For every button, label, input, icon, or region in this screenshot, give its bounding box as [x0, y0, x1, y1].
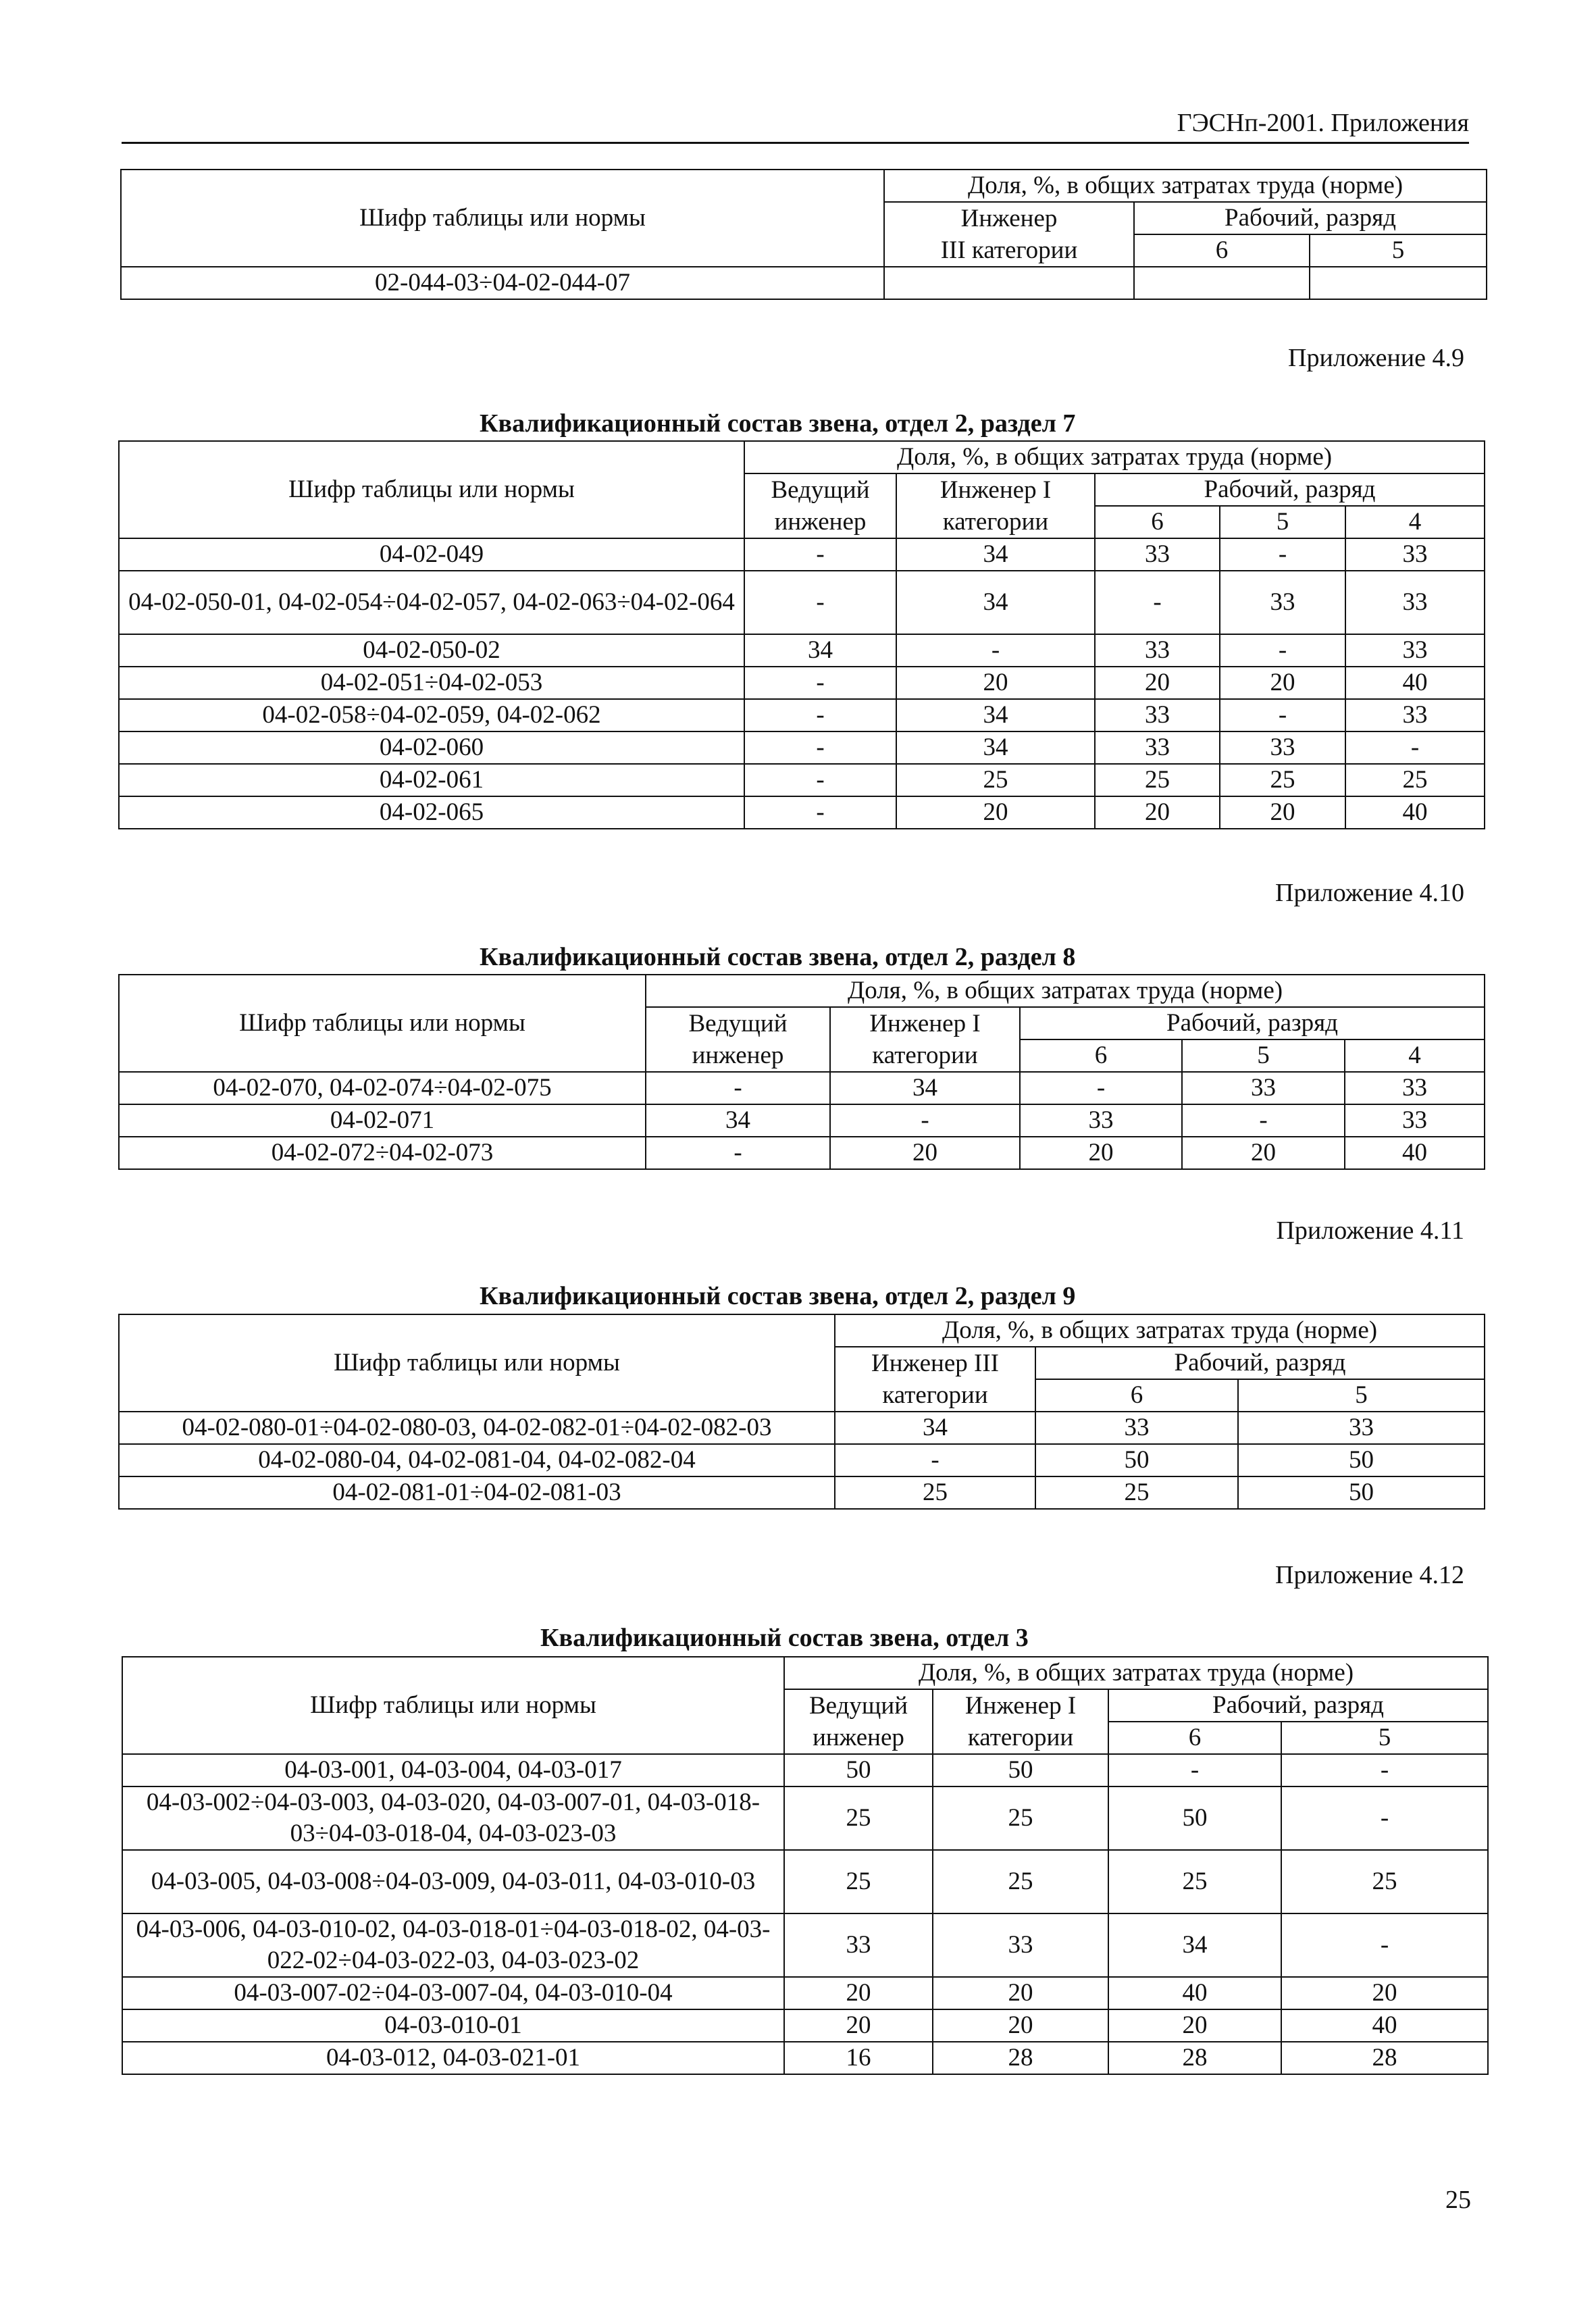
header-engineer-cat: III категории: [884, 234, 1134, 267]
cell-value: 33: [1345, 1072, 1485, 1104]
table-row: [119, 1412, 1485, 1444]
cell-code: 04-02-060: [119, 731, 744, 764]
cell-value: 33: [933, 1913, 1108, 1977]
cell-code: 04-02-049: [119, 538, 744, 571]
cell-value: -: [744, 731, 896, 764]
header-engineer: Инженер: [884, 202, 1134, 234]
cell-value: 25: [1281, 1850, 1488, 1913]
cell-value: 33: [1182, 1072, 1345, 1104]
cell-code: 04-02-072÷04-02-073: [119, 1137, 646, 1169]
header-engineer: Инженер I: [896, 473, 1095, 506]
cell-value: 50: [1108, 1786, 1281, 1850]
cell-value: 25: [784, 1850, 933, 1913]
header-lead-2: инженер: [646, 1039, 830, 1072]
table-row: [122, 1786, 1488, 1850]
table-row: [119, 1104, 1485, 1137]
cell-value: 20: [933, 1977, 1108, 2009]
cell-value: 25: [1220, 764, 1345, 796]
cell-value: 20: [1220, 796, 1345, 829]
appendix-label: Приложение 4.10: [1275, 879, 1464, 907]
cell-value: 33: [1345, 699, 1485, 731]
running-header-text: ГЭСНп-2001. Приложения: [1177, 109, 1469, 137]
table-row: [119, 634, 1485, 667]
cell-value: -: [1345, 731, 1485, 764]
cell-code: 04-03-002÷04-03-003, 04-03-020, 04-03-007-01, 04-03-018-03÷04-03-018-04, 04-03-023-03: [122, 1786, 784, 1850]
cell-value: 33: [1345, 634, 1485, 667]
cell-value: 25: [835, 1476, 1035, 1509]
header-engineer-cat: категории: [933, 1722, 1108, 1754]
cell-value: 33: [784, 1913, 933, 1977]
cell-value: 25: [1345, 764, 1485, 796]
cell-value: 25: [1108, 1850, 1281, 1913]
table-row: [119, 1137, 1485, 1169]
cell-value: 20: [1182, 1137, 1345, 1169]
table-title: Квалификационный состав звена, отдел 2, раздел 7: [480, 409, 1076, 438]
header-engineer-cat: категории: [835, 1379, 1035, 1412]
cell-value: 25: [933, 1850, 1108, 1913]
cell-value: -: [646, 1137, 830, 1169]
cell-value: 20: [1220, 667, 1345, 699]
cell-value: 33: [1345, 538, 1485, 571]
header-grade: 5: [1182, 1039, 1345, 1072]
table-title: Квалификационный состав звена, отдел 3: [540, 1624, 1029, 1652]
cell-value: 25: [1095, 764, 1220, 796]
table-row: [122, 1850, 1488, 1913]
cell-code: 04-03-012, 04-03-021-01: [122, 2042, 784, 2074]
cell-code: 04-02-081-01÷04-02-081-03: [119, 1476, 835, 1509]
table-row: [119, 571, 1485, 634]
table-row: [122, 1913, 1488, 1977]
cell-value: 33: [1238, 1412, 1485, 1444]
header-lead: Ведущий: [744, 473, 896, 506]
cell-value: [1310, 267, 1487, 299]
header-grade: 6: [1134, 234, 1310, 267]
header-worker: Рабочий, разряд: [1035, 1347, 1485, 1379]
cell-code: 04-02-050-02: [119, 634, 744, 667]
table-continuation: [120, 169, 1487, 300]
cell-value: 33: [1345, 1104, 1485, 1137]
header-share: Доля, %, в общих затратах труда (норме): [835, 1314, 1485, 1347]
cell-value: 40: [1345, 667, 1485, 699]
cell-value: 50: [784, 1754, 933, 1786]
running-header: [122, 108, 1469, 144]
cell-value: 25: [933, 1786, 1108, 1850]
header-engineer-cat: категории: [896, 506, 1095, 538]
cell-value: -: [1281, 1786, 1488, 1850]
table-row: [119, 1444, 1485, 1476]
header-lead-2: инженер: [744, 506, 896, 538]
cell-value: 33: [1220, 731, 1345, 764]
cell-value: 20: [933, 2009, 1108, 2042]
header-grade: 6: [1020, 1039, 1182, 1072]
header-share: Доля, %, в общих затратах труда (норме): [744, 441, 1485, 473]
header-share: Доля, %, в общих затратах труда (норме): [646, 975, 1485, 1007]
table-row: [119, 667, 1485, 699]
cell-value: -: [744, 538, 896, 571]
table-section-9: [118, 1314, 1485, 1510]
cell-code: 02-044-03÷04-02-044-07: [121, 267, 884, 299]
cell-value: 28: [933, 2042, 1108, 2074]
cell-value: -: [1182, 1104, 1345, 1137]
table-title: Квалификационный состав звена, отдел 2, раздел 9: [480, 1282, 1076, 1310]
cell-value: 20: [830, 1137, 1020, 1169]
cell-code: 04-03-005, 04-03-008÷04-03-009, 04-03-011, 04-03-010-03: [122, 1850, 784, 1913]
cell-value: 34: [896, 571, 1095, 634]
table-section-7: [118, 440, 1485, 829]
cell-value: 34: [835, 1412, 1035, 1444]
header-code: Шифр таблицы или нормы: [119, 1314, 835, 1412]
header-grade: 6: [1108, 1722, 1281, 1754]
cell-code: 04-02-065: [119, 796, 744, 829]
cell-value: 34: [744, 634, 896, 667]
cell-value: -: [1108, 1754, 1281, 1786]
cell-value: -: [744, 667, 896, 699]
cell-code: 04-02-058÷04-02-059, 04-02-062: [119, 699, 744, 731]
header-worker: Рабочий, разряд: [1095, 473, 1485, 506]
cell-value: -: [1220, 699, 1345, 731]
cell-value: -: [1281, 1754, 1488, 1786]
cell-value: 50: [933, 1754, 1108, 1786]
header-worker: Рабочий, разряд: [1020, 1007, 1485, 1039]
header-worker: Рабочий, разряд: [1108, 1689, 1488, 1722]
appendix-label: Приложение 4.11: [1276, 1216, 1464, 1245]
header-code: Шифр таблицы или нормы: [121, 170, 884, 267]
table-row: [119, 796, 1485, 829]
cell-value: 25: [896, 764, 1095, 796]
header-lead: Ведущий: [784, 1689, 933, 1722]
cell-value: 33: [1095, 699, 1220, 731]
cell-value: -: [744, 699, 896, 731]
cell-code: 04-02-070, 04-02-074÷04-02-075: [119, 1072, 646, 1104]
header-grade: 5: [1310, 234, 1487, 267]
table-row: [121, 267, 1487, 299]
cell-code: 04-03-007-02÷04-03-007-04, 04-03-010-04: [122, 1977, 784, 2009]
cell-value: 33: [1035, 1412, 1238, 1444]
cell-value: 34: [646, 1104, 830, 1137]
cell-value: 20: [1281, 1977, 1488, 2009]
cell-value: 33: [1095, 538, 1220, 571]
cell-value: 34: [1108, 1913, 1281, 1977]
cell-value: 20: [1020, 1137, 1182, 1169]
table-title: Квалификационный состав звена, отдел 2, раздел 8: [480, 943, 1076, 971]
cell-code: 04-02-071: [119, 1104, 646, 1137]
cell-value: -: [896, 634, 1095, 667]
cell-value: 34: [896, 699, 1095, 731]
cell-value: -: [1220, 634, 1345, 667]
cell-value: 33: [1095, 731, 1220, 764]
header-grade: 5: [1281, 1722, 1488, 1754]
cell-value: [1134, 267, 1310, 299]
cell-code: 04-03-001, 04-03-004, 04-03-017: [122, 1754, 784, 1786]
table-row: [119, 1072, 1485, 1104]
cell-value: 25: [1035, 1476, 1238, 1509]
cell-value: 34: [896, 731, 1095, 764]
appendix-label: Приложение 4.9: [1288, 344, 1464, 372]
header-worker: Рабочий, разряд: [1134, 202, 1487, 234]
cell-value: 20: [896, 796, 1095, 829]
cell-value: -: [835, 1444, 1035, 1476]
cell-value: 34: [830, 1072, 1020, 1104]
header-grade: 4: [1345, 1039, 1485, 1072]
cell-value: -: [744, 796, 896, 829]
cell-value: -: [1095, 571, 1220, 634]
cell-value: 25: [784, 1786, 933, 1850]
cell-value: -: [1281, 1913, 1488, 1977]
header-lead-2: инженер: [784, 1722, 933, 1754]
appendix-label: Приложение 4.12: [1275, 1561, 1464, 1589]
header-engineer: Инженер I: [830, 1007, 1020, 1039]
cell-value: 16: [784, 2042, 933, 2074]
cell-value: 20: [896, 667, 1095, 699]
cell-value: 34: [896, 538, 1095, 571]
cell-value: 33: [1095, 634, 1220, 667]
table-row: [122, 2042, 1488, 2074]
table-row: [119, 1476, 1485, 1509]
cell-value: 28: [1281, 2042, 1488, 2074]
cell-value: -: [1020, 1072, 1182, 1104]
header-share: Доля, %, в общих затратах труда (норме): [884, 170, 1487, 202]
header-lead: Ведущий: [646, 1007, 830, 1039]
cell-value: 40: [1281, 2009, 1488, 2042]
table-section-8: [118, 974, 1485, 1170]
cell-value: 20: [784, 1977, 933, 2009]
table-row: [119, 764, 1485, 796]
table-row: [122, 1754, 1488, 1786]
table-row: [119, 538, 1485, 571]
cell-code: 04-02-080-04, 04-02-081-04, 04-02-082-04: [119, 1444, 835, 1476]
header-grade: 6: [1095, 506, 1220, 538]
header-grade: 5: [1220, 506, 1345, 538]
table-row: [119, 699, 1485, 731]
cell-value: -: [646, 1072, 830, 1104]
cell-value: 50: [1238, 1444, 1485, 1476]
header-code: Шифр таблицы или нормы: [119, 441, 744, 538]
table-row: [122, 1977, 1488, 2009]
cell-value: 20: [1095, 796, 1220, 829]
table-section-3: [122, 1656, 1489, 2075]
header-engineer: Инженер III: [835, 1347, 1035, 1379]
cell-value: 20: [1108, 2009, 1281, 2042]
cell-value: 40: [1345, 1137, 1485, 1169]
cell-value: 50: [1035, 1444, 1238, 1476]
cell-value: 40: [1345, 796, 1485, 829]
cell-value: 20: [1095, 667, 1220, 699]
table-row: [122, 2009, 1488, 2042]
cell-value: -: [744, 764, 896, 796]
header-share: Доля, %, в общих затратах труда (норме): [784, 1657, 1488, 1689]
cell-code: 04-02-080-01÷04-02-080-03, 04-02-082-01÷04-02-082-03: [119, 1412, 835, 1444]
cell-value: 28: [1108, 2042, 1281, 2074]
cell-code: 04-02-061: [119, 764, 744, 796]
header-grade: 4: [1345, 506, 1485, 538]
cell-value: 33: [1220, 571, 1345, 634]
header-code: Шифр таблицы или нормы: [119, 975, 646, 1072]
header-engineer-cat: категории: [830, 1039, 1020, 1072]
cell-value: 40: [1108, 1977, 1281, 2009]
cell-value: -: [830, 1104, 1020, 1137]
cell-code: 04-03-010-01: [122, 2009, 784, 2042]
header-code: Шифр таблицы или нормы: [122, 1657, 784, 1754]
cell-code: 04-02-050-01, 04-02-054÷04-02-057, 04-02-063÷04-02-064: [119, 571, 744, 634]
header-engineer: Инженер I: [933, 1689, 1108, 1722]
cell-value: 20: [784, 2009, 933, 2042]
cell-value: -: [1220, 538, 1345, 571]
cell-value: 33: [1020, 1104, 1182, 1137]
cell-value: 50: [1238, 1476, 1485, 1509]
cell-value: -: [744, 571, 896, 634]
header-grade: 5: [1238, 1379, 1485, 1412]
cell-code: 04-03-006, 04-03-010-02, 04-03-018-01÷04-03-018-02, 04-03-022-02÷04-03-022-03, 04-03-023-02: [122, 1913, 784, 1977]
page-number: 25: [1445, 2186, 1471, 2214]
table-row: [119, 731, 1485, 764]
cell-value: 33: [1345, 571, 1485, 634]
cell-value: [884, 267, 1134, 299]
cell-code: 04-02-051÷04-02-053: [119, 667, 744, 699]
header-grade: 6: [1035, 1379, 1238, 1412]
